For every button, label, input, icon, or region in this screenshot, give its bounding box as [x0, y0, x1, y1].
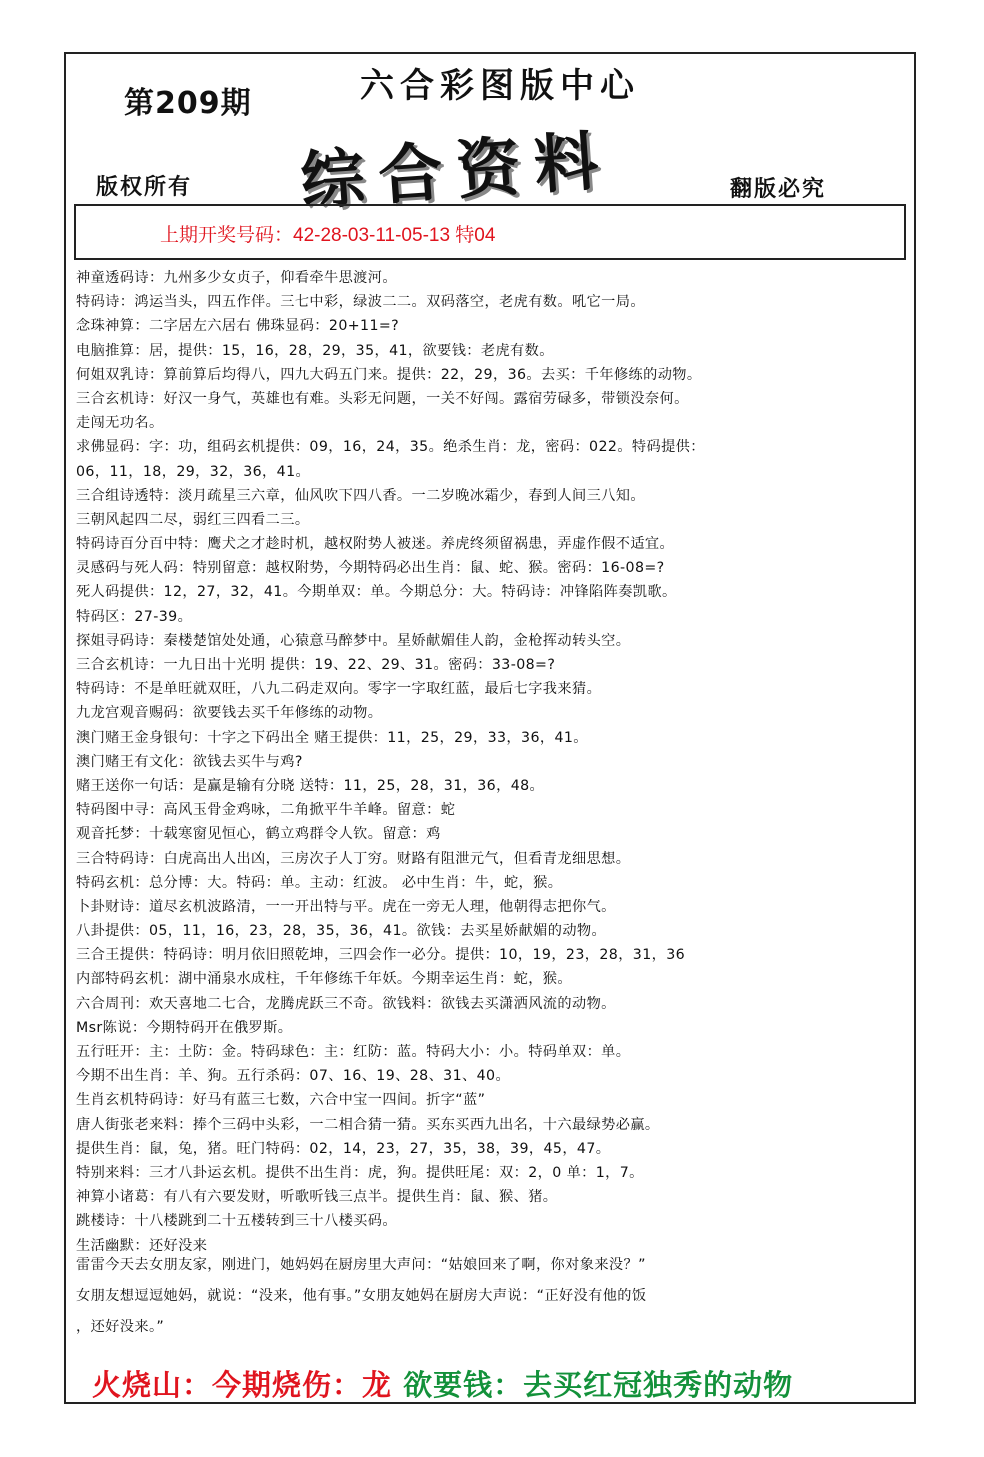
content-line: 特别来料：三才八卦运玄机。提供不出生肖：虎，狗。提供旺尾：双：2，0 单：1，7。 — [76, 1164, 644, 1181]
humor-story — [76, 1250, 906, 1343]
story-line: 雷雷今天去女朋友家，刚进门，她妈妈在厨房里大声问：“姑娘回来了啊，你对象来没？” — [76, 1257, 646, 1273]
footer-money: 欲要钱：去买红冠独秀的动物 — [392, 1368, 794, 1402]
content-line: 神算小诸葛：有八有六要发财，听歌听钱三点半。提供生肖：鼠、猴、猪。 — [76, 1189, 558, 1206]
content-line: 三合玄机诗：一九日出十光明 提供：19、22、29、31。密码：33-08=? — [76, 657, 556, 673]
content-line: 念珠神算：二字居左六居右 佛珠显码：20+11=? — [76, 318, 400, 335]
content-line: 特码诗百分百中特：鹰犬之才趁时机，越权附势人被迷。养虎终须留祸患，弄虚作假不适宜。 — [76, 536, 675, 553]
content-line: 三合特码诗：白虎高出人出凶，三房次子人丁穷。财路有阻泄元气，但看青龙细思想。 — [76, 850, 631, 867]
content-line: 三合玄机诗：好汉一身气，英雄也有难。头彩无问题，一关不好闯。露宿劳碌多，带锁没奈何。 — [76, 390, 689, 407]
content-line: 特码玄机：总分博：大。特码：单。主动：红波。 必中生肖：牛，蛇，猴。 — [76, 874, 563, 891]
footer-burn: 火烧山：今期烧伤：龙 — [92, 1368, 393, 1402]
content-line: 跳楼诗：十八楼跳到二十五楼转到三十八楼买码。 — [76, 1213, 397, 1230]
content-line: 何姐双乳诗：算前算后均得八，四九大码五门来。提供：22，29，36。去买：千年修练的动物。 — [76, 366, 702, 383]
content-line: 电脑推算：居，提供：15，16，28，29，35，41，欲要钱：老虎有数。 — [76, 342, 554, 359]
footer-banner — [92, 1363, 793, 1404]
content-line: Msr陈说：今期特码开在俄罗斯。 — [76, 1019, 293, 1036]
content-line: 澳门赌王金身银句：十字之下码出全 赌王提供：11，25，29，33，36，41。 — [76, 729, 588, 746]
story-line: ，还好没来。” — [76, 1319, 165, 1335]
last-result-text: 上期开奖号码：42-28-03-11-05-13 特04 — [160, 225, 496, 246]
content-line: 澳门赌王有文化：欲钱去买牛与鸡? — [76, 753, 303, 770]
content-line: 生活幽默：还好没来 — [76, 1237, 208, 1254]
last-result-box — [74, 204, 906, 260]
issue-number: 第209期 — [124, 86, 252, 121]
content-line: 探姐寻码诗：秦楼楚馆处处通，心猿意马醉梦中。星娇献媚佳人韵，金枪挥动转头空。 — [76, 632, 631, 649]
content-line: 求佛显码：字：功，组码玄机提供：09，16，24，35。绝杀生肖：龙，密码：022。特码提供： — [76, 439, 705, 456]
content-line: 六合周刊：欢天喜地二七合，龙腾虎跃三不奇。欲钱料：欲钱去买潇洒风流的动物。 — [76, 995, 616, 1012]
content-line: 赌王送你一句话：是赢是输有分晓 送特：11，25，28，31，36，48。 — [76, 777, 545, 794]
content-line: 死人码提供：12，27，32，41。今期单双：单。今期总分：大。特码诗：冲锋陷阵奏凯歌。 — [76, 584, 677, 601]
piracy-tag: 翻版必究 — [730, 176, 827, 202]
content-line: 特码图中寻：高风玉骨金鸡咏，二角掀平牛羊峰。留意：蛇 — [76, 802, 456, 819]
content-line: 五行旺开：主：土防：金。特码球色：主：红防：蓝。特码大小：小。特码单双：单。 — [76, 1044, 631, 1060]
content-line: 卜卦财诗：道尽玄机波路清，一一开出特与平。虎在一旁无人理，他朝得志把你气。 — [76, 898, 616, 915]
content-line: 八卦提供：05，11，16，23，28，35，36，41。欲钱：去买星娇献媚的动物。 — [76, 923, 607, 940]
content-line: 三朝风起四二尽，弱红三四看二三。 — [76, 511, 310, 528]
content-line: 提供生肖：鼠，兔，猪。旺门特码：02，14，23，27，35，38，39，45，47。 — [76, 1140, 611, 1157]
content-line: 特码诗：不是单旺就双旺，八九二码走双向。零字一字取红蓝，最后七字我来猜。 — [76, 681, 602, 698]
content-line: 生肖玄机特码诗：好马有蓝三七数，六合中宝一四间。折字“蓝” — [76, 1092, 486, 1109]
content-line: 三合王提供：特码诗：明月依旧照乾坤，三四会作一必分。提供：10，19，23，28，31，36 — [76, 947, 686, 964]
content-line: 九龙宫观音赐码：欲要钱去买千年修练的动物。 — [76, 705, 383, 722]
content-line: 特码区：27-39。 — [76, 608, 193, 625]
story-line: 女朋友想逗逗她妈，就说：“没来，他有事。”女朋友她妈在厨房大声说：“正好没有他的饭 — [76, 1288, 647, 1304]
content-line: 神童透码诗：九州多少女贞子，仰看牵牛思渡河。 — [76, 270, 397, 286]
content-line: 灵感码与死人码：特别留意：越权附势，今期特码必出生肖：鼠、蛇、猴。密码：16-08=? — [76, 560, 665, 577]
content-line: 06，11，18，29，32，36，41。 — [76, 463, 311, 480]
content-line: 特码诗：鸿运当头，四五作伴。三七中彩，绿波二二。双码落空，老虎有数。吼它一局。 — [76, 294, 645, 311]
content-line: 三合组诗透特：淡月疏星三六章，仙风吹下四八香。一二岁晚冰霜少，春到人间三八知。 — [76, 487, 645, 504]
content-line: 内部特码玄机：湖中涌泉水成柱，千年修练千年妖。今期幸运生肖：蛇，猴。 — [76, 971, 572, 988]
main-title: 综合资料 — [298, 123, 615, 220]
content-lines — [76, 266, 906, 1258]
content-line: 唐人街张老来料：捧个三码中头彩，一二相合猜一猜。买东买西九出名，十六最绿势必赢。 — [76, 1116, 660, 1133]
content-line: 今期不出生肖：羊、狗。五行杀码：07、16、19、28、31、40。 — [76, 1068, 511, 1085]
content-line: 观音托梦：十载寒窗见恒心，鹤立鸡群令人钦。留意：鸡 — [76, 826, 441, 843]
center-title: 六合彩图版中心 — [360, 66, 640, 106]
content-line: 走闯无功名。 — [76, 415, 164, 432]
copyright-tag: 版权所有 — [96, 174, 193, 200]
